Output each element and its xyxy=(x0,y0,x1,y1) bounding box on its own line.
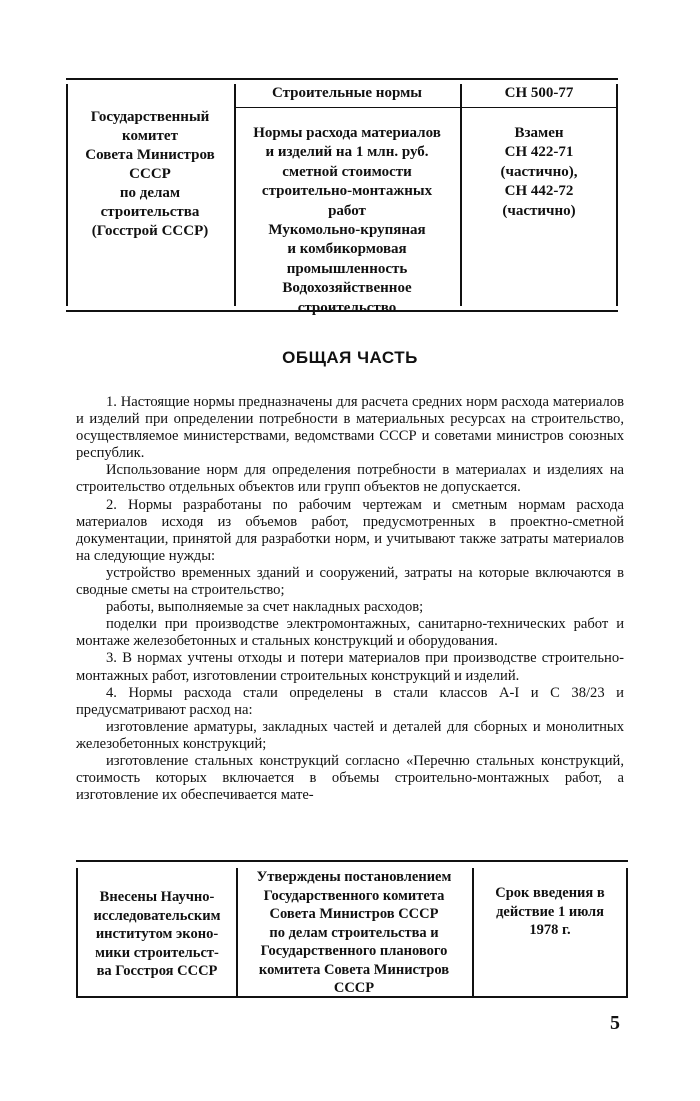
replaces-line: СН 442-72 xyxy=(504,183,574,200)
footer-table xyxy=(76,860,628,998)
norms-line: Водохозяйственное xyxy=(282,280,412,297)
norms-line: Нормы расхода материалов xyxy=(253,125,441,141)
paragraph: 4. Нормы расхода стали определены в стали классов А-I и С 38/23 и предусматривают расход на: xyxy=(76,684,624,718)
section-title: ОБЩАЯ ЧАСТЬ xyxy=(282,348,418,367)
submitted-line: институтом эконо- xyxy=(95,926,219,942)
norms-line: строительство xyxy=(297,299,397,316)
committee-line: (Госстрой СССР) xyxy=(91,223,209,239)
effective-line: действие 1 июля xyxy=(496,903,604,920)
norms-line: и изделий на 1 млн. руб. xyxy=(265,144,429,161)
replaces-info xyxy=(460,124,618,221)
effective-line: Срок введения в xyxy=(495,885,605,901)
header-subtitle-rule xyxy=(234,107,618,108)
paragraph: 2. Нормы разработаны по рабочим чертежам и сметным нормам расхода материалов исходя из объемов работ, предусмотренных в проектно-сметной документации, принятой для разработки норм, и учитывают также затраты материалов на следующие нужды: xyxy=(76,496,624,564)
paragraph: изготовление арматуры, закладных частей и деталей для сборных и монолитных железобетонных конструкций; xyxy=(76,718,624,752)
approved-line: комитета Совета Министров xyxy=(258,961,450,978)
submitted-line: мики строительст- xyxy=(95,944,219,961)
body-text xyxy=(76,394,624,804)
approved-line: СССР xyxy=(333,980,375,996)
submitted-line: ва Госстроя СССР xyxy=(96,963,218,979)
approved-line: Утверждены постановлением xyxy=(256,869,452,885)
footer-border-left xyxy=(76,868,78,996)
replaces-line: (частично), xyxy=(500,163,578,180)
replaces-line: (частично) xyxy=(502,202,576,219)
committee-line: Совета Министров xyxy=(85,147,215,163)
norms-line: работ xyxy=(328,202,366,219)
paragraph: 1. Настоящие нормы предназначены для расчета средних норм расхода материалов и изделий при определении потребности в материальных ресурсах на строительство, осуществляемое министерствами, ведомствами СССР и советами министров союзных республик. xyxy=(76,394,624,462)
approved-line: Совета Министров СССР xyxy=(269,906,439,922)
paragraph: устройство временных зданий и сооружений, затраты на которые включаются в сводные сметы на строительство; xyxy=(76,564,624,599)
committee-line: по делам xyxy=(119,185,181,201)
approved-line: по делам строительства и xyxy=(269,924,439,941)
paragraph: изготовление стальных конструкций согласно «Перечню стальных конструкций, стоимость которых включается в объемы строительно-монтажных работ, а изготовление их обеспечивается мате- xyxy=(76,752,624,804)
committee-line: комитет xyxy=(122,128,178,144)
page-number: 5 xyxy=(610,1012,620,1034)
committee-line: СССР xyxy=(129,166,171,182)
replaces-line: Взамен xyxy=(514,125,564,141)
paragraph: Использование норм для определения потребности в материалах и изделиях на строительство отдельных объектов или групп объектов не допускается. xyxy=(76,462,624,496)
effective-line: 1978 г. xyxy=(529,922,571,938)
submitted-line: Внесены Научно- xyxy=(99,889,215,905)
submitted-line: исследовательским xyxy=(93,907,221,924)
approved-line: Государственного планового xyxy=(260,943,448,959)
footer-border-right xyxy=(626,868,628,996)
norms-line: сметной стоимости xyxy=(282,163,412,180)
committee-line: Государственный xyxy=(90,109,210,125)
issuing-committee xyxy=(66,108,234,241)
paragraph: работы, выполняемые за счет накладных расходов; xyxy=(106,599,424,616)
approved-by xyxy=(238,868,470,998)
document-code: СН 500-77 xyxy=(504,85,574,101)
paragraph: 3. В нормах учтены отходы и потери материалов при производстве строительно-монтажных работ, изготовлении строительных конструкций и изделий. xyxy=(76,650,624,684)
paragraph: поделки при производстве электромонтажных, санитарно-технических работ и монтаже железобетонных и стальных конструкций и оборудования. xyxy=(76,616,624,650)
norms-description xyxy=(234,124,460,318)
norms-line: строительно-монтажных xyxy=(261,183,433,200)
norms-line: промышленность xyxy=(286,260,408,277)
committee-line: строительства xyxy=(100,204,200,220)
norms-category-title: Строительные нормы xyxy=(272,85,422,101)
submitted-by xyxy=(80,888,234,981)
norms-line: Мукомольно-крупяная xyxy=(268,222,426,239)
header-table xyxy=(66,78,618,316)
norms-line: и комбикормовая xyxy=(287,241,407,258)
effective-date xyxy=(474,884,626,940)
approved-line: Государственного комитета xyxy=(263,887,445,904)
replaces-line: СН 422-71 xyxy=(504,144,574,161)
